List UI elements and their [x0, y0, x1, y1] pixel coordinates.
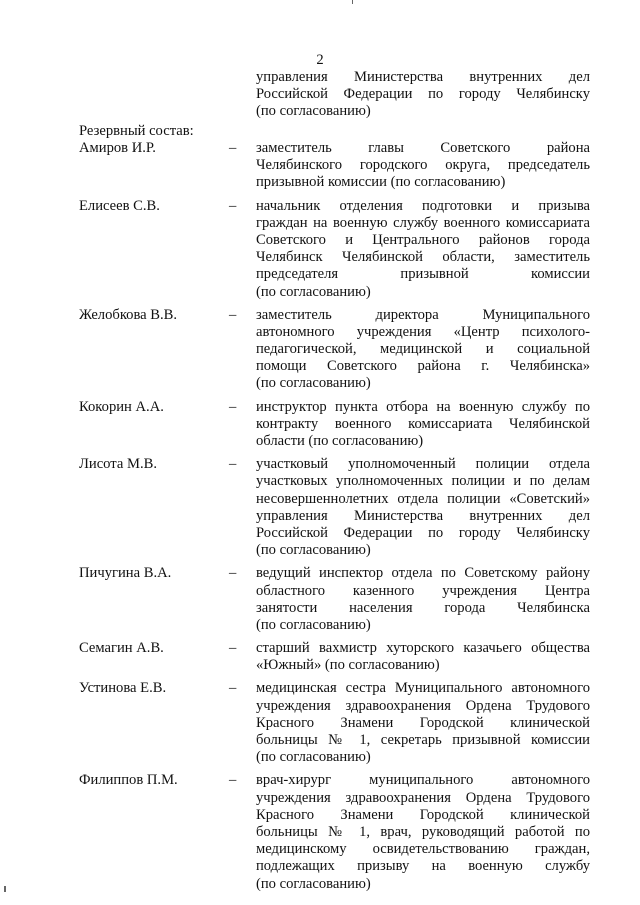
dash-separator: – [229, 565, 237, 582]
member-list [79, 140, 594, 899]
description-line: участковых уполномоченных полиции и по делам [256, 473, 590, 490]
member-entry [79, 772, 594, 892]
scan-mark-left [4, 886, 6, 892]
member-position [256, 565, 590, 634]
description-line: Красного Знамени Городской клинической [256, 806, 590, 823]
member-name: Амиров И.Р. [79, 140, 156, 156]
description-line: (по согласованию) [256, 749, 371, 766]
description-line: Челябинского городского округа, председатель [256, 157, 590, 174]
member-name: Пичугина В.А. [79, 565, 172, 582]
member-name: Филиппов П.М. [79, 772, 178, 789]
member-name: Семагин А.В. [79, 640, 164, 657]
dash-separator: – [229, 772, 237, 789]
description-line: инструктор пункта отбора на военную службу по [256, 398, 590, 415]
description-line: старший вахмистр хуторского казачьего общества [256, 640, 590, 657]
description-line: больницы № 1, секретарь призывной комиссии [256, 732, 590, 748]
continued-description [256, 69, 590, 121]
description-line: участковый уполномоченный полиции отдела [256, 456, 590, 473]
member-entry [79, 640, 594, 674]
description-line: (по согласованию) [256, 542, 371, 559]
description-line: больницы № 1, врач, руководящий работой по [256, 823, 590, 840]
description-line: ведущий инспектор отдела по Советскому району [256, 565, 590, 582]
member-position [256, 456, 590, 559]
member-entry [79, 399, 594, 451]
member-position [256, 198, 590, 301]
member-name: Устинова Е.В. [79, 680, 167, 697]
description-line: контракту военного комиссариата Челябинской [256, 415, 590, 432]
member-entry [79, 140, 594, 192]
member-position [256, 772, 590, 892]
member-entry [79, 680, 594, 766]
description-line: несовершеннолетних отдела полиции «Советский» [256, 490, 590, 507]
member-entry [79, 307, 594, 393]
member-position [256, 399, 590, 451]
description-line: врач-хирург муниципального автономного [256, 772, 590, 789]
member-entry [79, 198, 594, 301]
description-line: учреждения здравоохранения Ордена Трудового [256, 697, 590, 714]
description-line: граждан на военную службу военного комиссариата [256, 214, 590, 231]
dash-separator: – [229, 140, 237, 156]
description-line: заместитель главы Советского района [256, 140, 590, 156]
scan-mark-top [352, 0, 353, 4]
member-name: Лисота М.В. [79, 456, 157, 473]
dash-separator: – [229, 640, 237, 657]
member-position [256, 307, 590, 393]
dash-separator: – [229, 398, 237, 415]
reserve-composition-heading: Резервный состав: [79, 123, 194, 139]
description-line: (по согласованию) [256, 103, 371, 120]
member-name: Елисеев С.В. [79, 197, 160, 214]
page-number: 2 [316, 52, 324, 68]
description-line: (по согласованию) [256, 875, 371, 892]
description-line: Советского и Центрального районов города [256, 231, 590, 248]
member-entry [79, 565, 594, 634]
description-line: подлежащих призыву на военную службу [256, 858, 590, 875]
description-line: автономного учреждения «Центр психолого- [256, 323, 590, 340]
description-line: области (по согласованию) [256, 433, 424, 449]
description-line: (по согласованию) [256, 283, 371, 300]
member-name: Кокорин А.А. [79, 398, 164, 415]
description-line: Челябинск Челябинской области, заместитель [256, 249, 590, 266]
dash-separator: – [229, 680, 237, 697]
description-line: Российской Федерации по городу Челябинску [256, 524, 590, 541]
member-position [256, 680, 590, 766]
description-line: заместитель директора Муниципального [256, 306, 590, 323]
member-position [256, 640, 590, 674]
dash-separator: – [229, 306, 237, 323]
description-line: учреждения здравоохранения Ордена Трудового [256, 789, 590, 806]
description-line: занятости населения города Челябинска [256, 599, 590, 616]
description-line: начальник отделения подготовки и призыва [256, 197, 590, 214]
dash-separator: – [229, 456, 237, 473]
description-line: (по согласованию) [256, 616, 371, 633]
description-line: медицинская сестра Муниципального автономного [256, 680, 590, 697]
description-line: Красного Знамени Городской клинической [256, 714, 590, 731]
member-position [256, 140, 590, 192]
description-line: медицинскому освидетельствованию граждан, [256, 841, 590, 858]
member-entry [79, 456, 594, 559]
description-line: областного казенного учреждения Центра [256, 582, 590, 599]
description-line: председателя призывной комиссии [256, 266, 590, 283]
member-name: Желобкова В.В. [79, 306, 178, 323]
description-line: управления Министерства внутренних дел [256, 507, 590, 524]
description-line: «Южный» (по согласованию) [256, 657, 440, 674]
description-line: помощи Советского района г. Челябинска» [256, 358, 590, 375]
dash-separator: – [229, 197, 237, 214]
description-line: (по согласованию) [256, 375, 371, 392]
description-line: призывной комиссии (по согласованию) [256, 174, 506, 191]
description-line: педагогической, медицинской и социальной [256, 341, 590, 358]
description-line: управления Министерства внутренних дел [256, 69, 590, 85]
description-line: Российской Федерации по городу Челябинску [256, 86, 590, 103]
